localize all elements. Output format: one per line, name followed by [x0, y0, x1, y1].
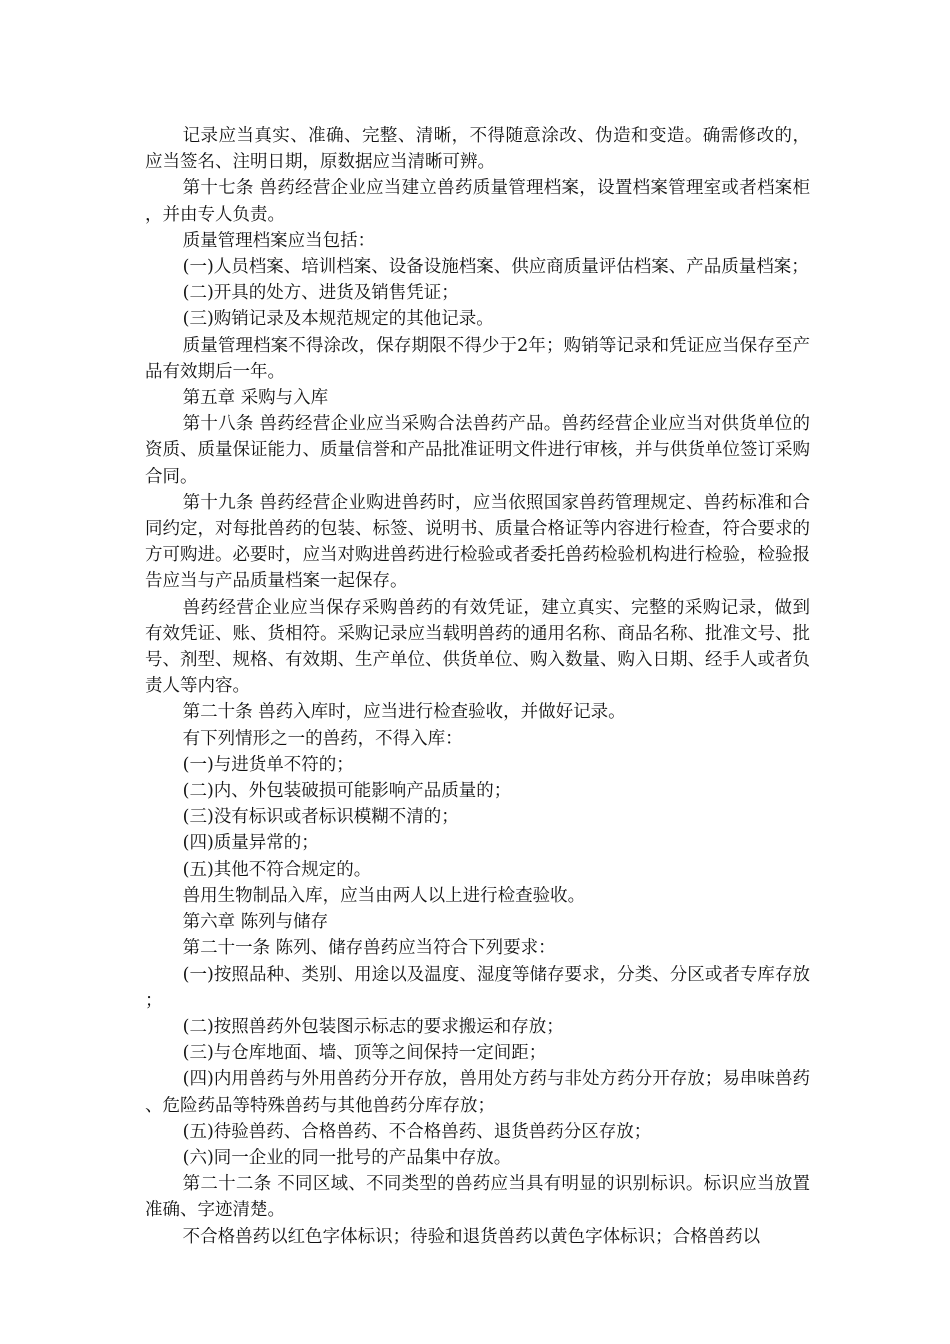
paragraph-archive-contents: 质量管理档案应当包括：	[182, 230, 376, 251]
list-item-storage-5: (五)其他不符合规定的。	[182, 859, 372, 880]
paragraph-record-requirements: 记录应当真实、准确、完整、清晰，不得随意涂改、伪造和变造。确需修改的，应当签名、注明日期，原数据应当清晰可辨。	[145, 126, 810, 173]
paragraph-label-colors: 不合格兽药以红色字体标识；待验和退货兽药以黄色字体标识；合格兽药以	[182, 1226, 761, 1247]
paragraph-article-17: 第十七条 兽药经营企业应当建立兽药质量管理档案，设置档案管理室或者档案柜，并由专人负责。	[145, 178, 810, 225]
paragraph-article-18: 第十八条 兽药经营企业应当采购合法兽药产品。兽药经营企业应当对供货单位的资质、质量保证能力、质量信誉和产品批准证明文件进行审核，并与供货单位签订采购合同。	[145, 414, 810, 487]
list-item-archive-2: (二)开具的处方、进货及销售凭证；	[182, 283, 459, 304]
list-item-storage-4: (四)质量异常的；	[182, 833, 319, 854]
paragraph-biologics-inspection: 兽用生物制品入库，应当由两人以上进行检查验收。	[182, 885, 586, 906]
paragraph-article-22: 第二十二条 不同区域、不同类型的兽药应当具有明显的识别标识。标识应当放置准确、字迹清楚。	[145, 1174, 810, 1221]
list-item-display-2: (二)按照兽药外包装图示标志的要求搬运和存放；	[182, 1016, 564, 1037]
list-item-storage-2: (二)内、外包装破损可能影响产品质量的；	[182, 781, 512, 802]
paragraph-archive-retention: 质量管理档案不得涂改，保存期限不得少于2年；购销等记录和凭证应当保存至产品有效期后一年。	[145, 335, 810, 382]
list-item-display-3: (三)与仓库地面、墙、顶等之间保持一定间距；	[182, 1043, 547, 1064]
list-item-archive-1: (一)人员档案、培训档案、设备设施档案、供应商质量评估档案、产品质量档案；	[182, 257, 809, 278]
chapter-heading-5: 第五章 采购与入库	[182, 388, 329, 409]
paragraph-article-19: 第十九条 兽药经营企业购进兽药时，应当依照国家兽药管理规定、兽药标准和合同约定，对每批兽药的包装、标签、说明书、质量合格证等内容进行检查，符合要求的方可购进。必要时，应当对购进兽药进行检验或者委托兽药检验机构进行检验，检验报告应当与产品质量档案一起保存。	[145, 492, 810, 592]
list-item-storage-1: (一)与进货单不符的；	[182, 754, 354, 775]
list-item-display-5: (五)待验兽药、合格兽药、不合格兽药、退货兽药分区存放；	[182, 1121, 652, 1142]
list-item-archive-3: (三)购销记录及本规范规定的其他记录。	[182, 309, 494, 330]
document-page	[145, 123, 810, 1250]
list-item-display-6: (六)同一企业的同一批号的产品集中存放。	[182, 1147, 512, 1168]
paragraph-purchase-records: 兽药经营企业应当保存采购兽药的有效凭证，建立真实、完整的采购记录，做到有效凭证、账、货相符。采购记录应当载明兽药的通用名称、商品名称、批准文号、批号、剂型、规格、有效期、生产单位、供货单位、购入数量、购入日期、经手人或者负责人等内容。	[145, 597, 810, 697]
paragraph-no-storage-conditions: 有下列情形之一的兽药，不得入库：	[182, 728, 463, 749]
chapter-heading-6: 第六章 陈列与储存	[182, 912, 329, 933]
paragraph-article-21: 第二十一条 陈列、储存兽药应当符合下列要求：	[182, 938, 556, 959]
list-item-display-1: (一)按照品种、类别、用途以及温度、湿度等储存要求，分类、分区或者专库存放；	[145, 964, 810, 1011]
paragraph-article-20: 第二十条 兽药入库时，应当进行检查验收，并做好记录。	[182, 702, 626, 723]
list-item-storage-3: (三)没有标识或者标识模糊不清的；	[182, 807, 459, 828]
list-item-display-4: (四)内用兽药与外用兽药分开存放，兽用处方药与非处方药分开存放；易串味兽药、危险药品等特殊兽药与其他兽药分库存放；	[145, 1069, 810, 1116]
